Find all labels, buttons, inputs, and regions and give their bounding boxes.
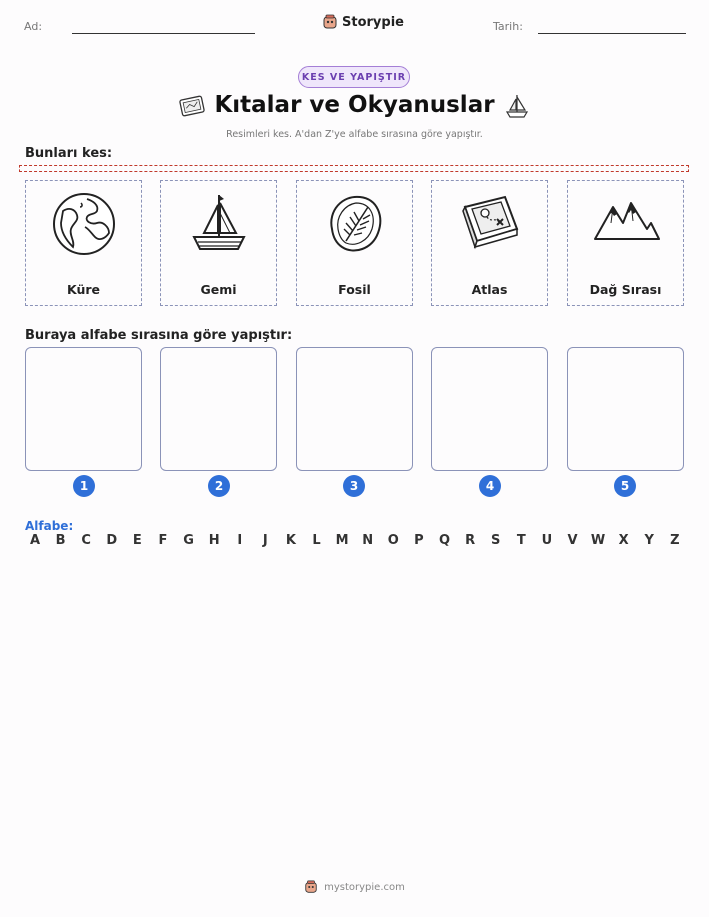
card-label: Fosil — [338, 282, 371, 297]
cut-card-atlas[interactable] — [431, 180, 548, 306]
alphabet-letter: V — [567, 533, 578, 548]
alphabet-letter: Y — [644, 533, 654, 548]
sailboat-deco-icon — [504, 92, 530, 120]
activity-badge: KES VE YAPIŞTIR — [298, 66, 410, 88]
footer — [0, 880, 709, 894]
instructions: Resimleri kes. A'dan Z'ye alfabe sırasına göre yapıştır. — [226, 129, 483, 140]
footer-url[interactable]: mystorypie.com — [324, 881, 405, 893]
brand-mascot-icon — [322, 14, 338, 30]
alphabet-letter: O — [387, 533, 399, 548]
cut-heading: Bunları kes: — [25, 146, 113, 161]
page-title: Kıtalar ve Okyanuslar — [214, 92, 495, 118]
alphabet-letter: J — [262, 533, 268, 548]
alphabet-title: Alfabe: — [25, 519, 74, 533]
sailboat-icon — [184, 189, 254, 259]
footer-mascot-icon — [304, 880, 318, 894]
card-label: Küre — [66, 282, 100, 297]
brand-logo — [322, 14, 404, 30]
alphabet-letter: T — [516, 533, 526, 548]
slot-number-2: 2 — [208, 475, 230, 497]
slot-number-5: 5 — [614, 475, 636, 497]
name-line[interactable] — [72, 33, 255, 34]
alphabet-letter: N — [362, 533, 374, 548]
card-label: Dağ Sırası — [589, 282, 662, 297]
slot-number-1: 1 — [73, 475, 95, 497]
paste-slot-5[interactable] — [567, 347, 684, 471]
alphabet-letter: Z — [670, 533, 680, 548]
alphabet-letter: L — [312, 533, 321, 548]
alphabet-letter: F — [158, 533, 168, 548]
alphabet-row — [25, 533, 685, 548]
alphabet-letter: I — [237, 533, 243, 548]
alphabet-letter: E — [132, 533, 142, 548]
alphabet-letter: R — [465, 533, 476, 548]
paste-slot-2[interactable] — [160, 347, 277, 471]
alphabet-letter: U — [541, 533, 553, 548]
atlas-book-icon — [455, 189, 525, 259]
alphabet-letter: C — [81, 533, 91, 548]
fossil-icon — [320, 189, 390, 259]
slot-number-3: 3 — [343, 475, 365, 497]
alphabet-letter: K — [285, 533, 296, 548]
paste-heading: Buraya alfabe sırasına göre yapıştır: — [25, 328, 293, 343]
cut-line — [19, 165, 689, 172]
brand-name: Storypie — [342, 14, 404, 30]
card-label: Atlas — [471, 282, 508, 297]
paste-slot-4[interactable] — [431, 347, 548, 471]
globe-icon — [49, 189, 119, 259]
alphabet-letter: A — [29, 533, 41, 548]
alphabet-letter: W — [590, 533, 606, 548]
cut-card-mountain[interactable] — [567, 180, 684, 306]
card-label: Gemi — [200, 282, 237, 297]
alphabet-letter: G — [183, 533, 194, 548]
alphabet-letter: P — [414, 533, 424, 548]
name-label: Ad: — [24, 20, 43, 33]
alphabet-letter: S — [491, 533, 501, 548]
alphabet-letter: B — [55, 533, 66, 548]
date-label: Tarih: — [493, 20, 523, 33]
cut-card-ship[interactable] — [160, 180, 277, 306]
date-line[interactable] — [538, 33, 686, 34]
alphabet-letter: D — [106, 533, 118, 548]
alphabet-letter: H — [208, 533, 220, 548]
mountain-range-icon — [591, 189, 661, 259]
cut-card-fossil[interactable] — [296, 180, 413, 306]
paste-slot-1[interactable] — [25, 347, 142, 471]
cut-card-globe[interactable] — [25, 180, 142, 306]
alphabet-letter: X — [618, 533, 629, 548]
paste-slot-3[interactable] — [296, 347, 413, 471]
alphabet-letter: Q — [438, 533, 451, 548]
slot-number-4: 4 — [479, 475, 501, 497]
alphabet-letter: M — [335, 533, 349, 548]
